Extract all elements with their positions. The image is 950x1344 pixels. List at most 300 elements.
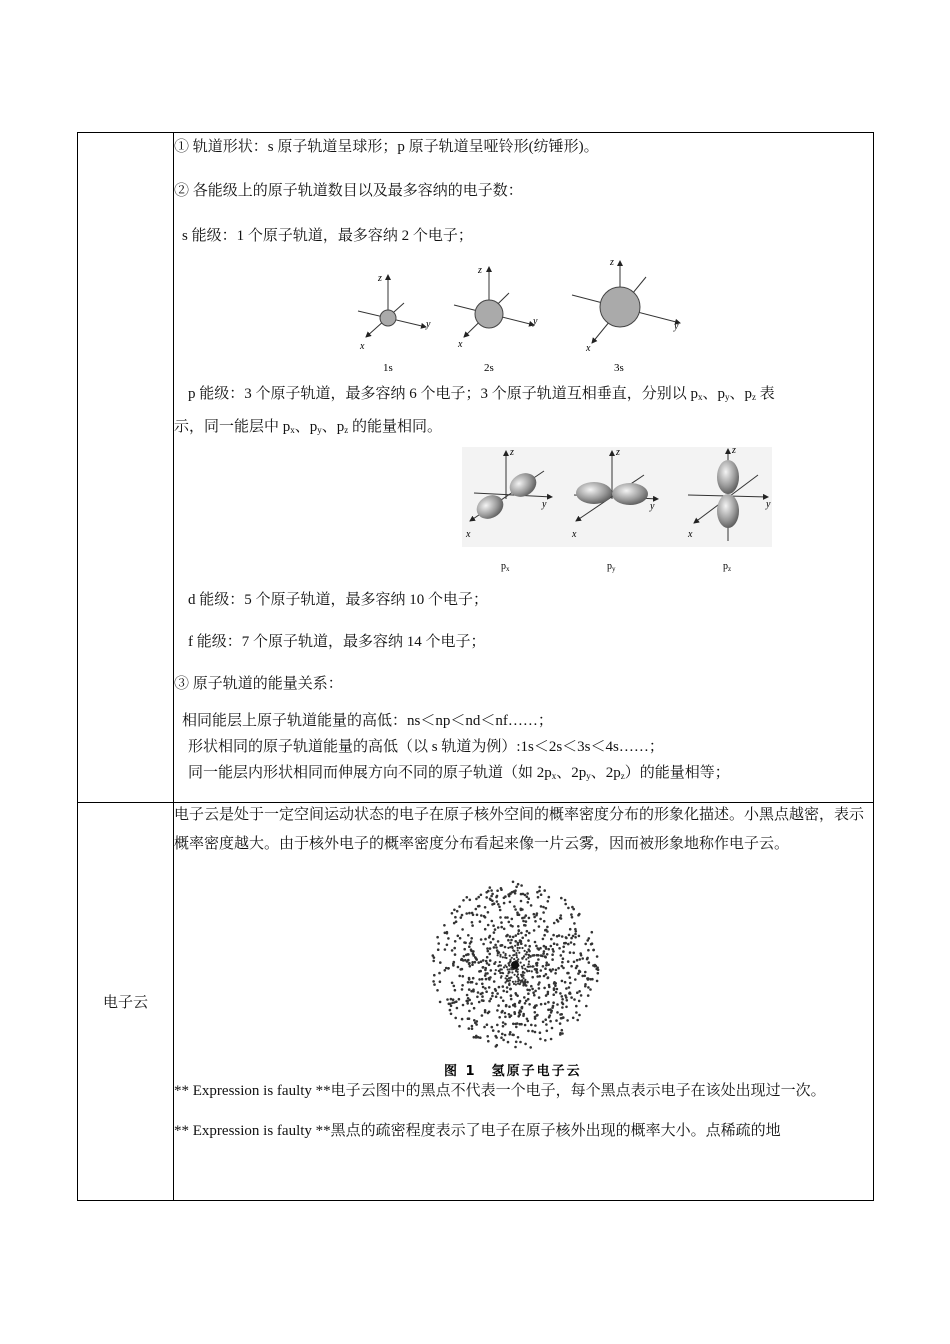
cloud-dot xyxy=(516,975,518,977)
cloud-dot xyxy=(480,894,483,897)
cloud-dot xyxy=(587,949,590,952)
sub-z: z xyxy=(344,425,349,435)
cloud-dot xyxy=(495,1045,498,1048)
item-orbital-shape: ① 轨道形状：s 原子轨道呈球形；p 原子轨道呈哑铃形(纺锤形)。 xyxy=(174,139,599,155)
cloud-dot xyxy=(564,899,567,902)
cloud-dot xyxy=(453,922,456,925)
cloud-dot xyxy=(524,894,527,897)
cloud-dot xyxy=(527,992,530,995)
cloud-dot xyxy=(536,891,539,894)
cloud-dot xyxy=(530,985,533,988)
note-dots-meaning: ** Expression is faulty **电子云图中的黑点不代表一个电子，每个黑点表示电子在该处出现过一次。 xyxy=(174,1083,826,1099)
cloud-dot xyxy=(552,1005,555,1008)
cloud-dot xyxy=(567,960,570,963)
cloud-dot xyxy=(514,974,516,976)
cloud-dot xyxy=(530,1024,533,1027)
x-axis-label: x xyxy=(360,341,365,352)
cloud-dot xyxy=(508,1013,511,1016)
cloud-dot xyxy=(557,920,560,923)
cloud-dot xyxy=(523,964,525,966)
cloud-dot xyxy=(491,992,494,995)
d-level-text: d 能级：5 个原子轨道，最多容纳 10 个电子； xyxy=(188,592,489,608)
cloud-dot xyxy=(528,950,531,953)
cloud-dot xyxy=(500,887,503,890)
p-level-line2 xyxy=(174,416,873,441)
x-axis-label: x xyxy=(458,339,463,350)
cloud-dot xyxy=(480,914,483,917)
cloud-dot xyxy=(508,1033,511,1036)
cloud-dot xyxy=(540,969,543,972)
note-dot-density: ** Expression is faulty **黑点的疏密程度表示了电子在原子核外出现的概率大小。点稀疏的地 xyxy=(174,1123,781,1139)
sub-x: x xyxy=(551,771,557,781)
cloud-dot xyxy=(504,946,507,949)
cloud-dot xyxy=(563,942,566,945)
cloud-dot xyxy=(514,945,516,947)
cloud-dot xyxy=(597,972,600,975)
cloud-dot xyxy=(456,910,459,913)
cloud-dot xyxy=(499,972,501,974)
z-axis-label: z xyxy=(616,447,620,458)
cloud-dot xyxy=(569,928,572,931)
cloud-dot xyxy=(491,900,494,903)
z-axis-label: z xyxy=(610,257,614,268)
cloud-dot xyxy=(462,975,465,978)
cloud-dot xyxy=(499,961,501,963)
cloud-dot xyxy=(572,935,575,938)
cloud-dot xyxy=(454,916,457,919)
cloud-dot xyxy=(586,958,589,961)
cloud-dot xyxy=(450,1013,453,1016)
cloud-dot xyxy=(512,881,515,884)
s-orbital-figure xyxy=(174,247,873,373)
cloud-dot xyxy=(506,980,508,982)
cloud-dot xyxy=(520,884,523,887)
cloud-dot xyxy=(575,1005,578,1008)
cloud-dot xyxy=(560,1013,563,1016)
p-tail2: 的能量相同。 xyxy=(348,419,443,435)
cloud-dot xyxy=(489,947,492,950)
cloud-dot xyxy=(492,1029,495,1032)
sub-y: y xyxy=(725,392,730,402)
cloud-dot xyxy=(517,942,520,945)
cloud-dot xyxy=(477,961,480,964)
cloud-dot xyxy=(504,1034,507,1037)
cloud-dot xyxy=(455,1000,458,1003)
orbital-2s xyxy=(454,265,538,373)
cloud-dot xyxy=(542,906,545,909)
cloud-dot xyxy=(500,1036,503,1039)
cloud-dot xyxy=(591,942,594,945)
cloud-dot xyxy=(478,970,481,973)
cloud-dot xyxy=(542,938,545,941)
cloud-dot xyxy=(487,1040,490,1043)
p-sep1: 、p xyxy=(294,419,318,435)
cloud-dot xyxy=(468,988,471,991)
cloud-dot xyxy=(518,930,521,933)
cloud-dot xyxy=(524,968,526,970)
cloud-dot xyxy=(534,1024,537,1027)
cloud-dot xyxy=(515,952,517,954)
cloud-dot xyxy=(529,1046,532,1049)
cloud-dot xyxy=(507,947,509,949)
cloud-dot xyxy=(574,978,577,981)
cloud-dot xyxy=(560,917,563,920)
cloud-dot xyxy=(479,1036,482,1039)
cloud-dot xyxy=(561,1001,564,1004)
cloud-dot xyxy=(472,954,475,957)
cloud-dot xyxy=(542,952,545,955)
electron-cloud-figure xyxy=(174,859,873,1079)
cloud-dot xyxy=(530,904,533,907)
cloud-dot xyxy=(526,951,528,953)
row2-label: 电子云 xyxy=(102,993,148,1011)
cloud-dot xyxy=(472,990,475,993)
cloud-dot xyxy=(546,926,549,929)
item-orbital-count: ② 各能级上的原子轨道数目以及最多容纳的电子数： xyxy=(174,183,523,199)
rel3-a: 同一能层内形状相同而伸展方向不同的原子轨道（如 2p xyxy=(188,765,552,781)
cloud-dot xyxy=(506,975,508,977)
cloud-dot xyxy=(543,920,546,923)
cloud-dot xyxy=(479,920,482,923)
cloud-dot xyxy=(597,969,600,972)
cloud-dot xyxy=(497,951,500,954)
cloud-dot xyxy=(561,935,564,938)
cloud-dot xyxy=(570,913,573,916)
cloud-dot xyxy=(494,973,497,976)
cloud-dot xyxy=(542,911,545,914)
cloud-dot xyxy=(485,978,488,981)
cloud-dot xyxy=(458,905,461,908)
cloud-dot xyxy=(439,980,442,983)
cloud-dot xyxy=(522,967,524,969)
label-2s: 2s xyxy=(484,362,494,373)
cloud-dot xyxy=(527,1020,530,1023)
cloud-dot xyxy=(503,897,506,900)
cloud-dot xyxy=(450,1005,453,1008)
cloud-dot xyxy=(471,921,474,924)
cloud-dot xyxy=(476,1020,479,1023)
cloud-dot xyxy=(508,1005,511,1008)
orbital-1s xyxy=(358,273,431,373)
cloud-dot xyxy=(470,937,473,940)
p-orbital-figure xyxy=(174,441,873,577)
cloud-dot xyxy=(487,924,490,927)
cloud-dot xyxy=(508,1016,511,1019)
cloud-dot xyxy=(579,952,582,955)
cloud-dot xyxy=(481,1014,484,1017)
cloud-dot xyxy=(454,989,457,992)
cloud-dot xyxy=(482,999,485,1002)
cloud-dot xyxy=(543,950,546,953)
cloud-dot xyxy=(534,1031,537,1034)
cloud-dot xyxy=(528,989,531,992)
cloud-dot xyxy=(552,948,555,951)
cloud-dot xyxy=(579,958,582,961)
cloud-dot xyxy=(555,969,558,972)
cloud-dot xyxy=(461,958,464,961)
cloud-dot xyxy=(466,896,469,899)
cloud-dot xyxy=(495,969,497,971)
cloud-dot xyxy=(524,1043,527,1046)
cloud-dot xyxy=(561,1029,564,1032)
cloud-dot xyxy=(487,911,490,914)
cloud-dot xyxy=(475,908,478,911)
cloud-dot xyxy=(490,889,493,892)
cloud-dot xyxy=(502,990,505,993)
cloud-dot xyxy=(460,916,463,919)
y-axis-label: y xyxy=(542,499,547,510)
cloud-dot xyxy=(588,937,591,940)
cloud-dot xyxy=(476,996,479,999)
cloud-dot xyxy=(565,936,568,939)
cloud-dot xyxy=(528,963,530,965)
cloud-dot xyxy=(543,889,546,892)
cloud-dot xyxy=(509,968,511,970)
cloud-dot xyxy=(548,896,551,899)
cloud-dot xyxy=(517,932,520,935)
cloud-dot xyxy=(553,987,556,990)
cloud-dot xyxy=(534,1011,537,1014)
cloud-dot xyxy=(509,901,512,904)
cloud-dot xyxy=(486,956,489,959)
cloud-dot xyxy=(537,958,540,961)
cloud-dot xyxy=(573,961,576,964)
cloud-dot xyxy=(484,974,487,977)
cloud-dot xyxy=(526,981,529,984)
cloud-dot xyxy=(478,905,481,908)
p-sep1: 、p xyxy=(702,386,726,402)
cloud-dot xyxy=(535,968,538,971)
label-pz: $p_z$ xyxy=(723,561,732,573)
cloud-dot xyxy=(516,954,518,956)
cloud-dot xyxy=(592,949,595,952)
cloud-dot xyxy=(500,996,503,999)
cloud-dot xyxy=(546,953,549,956)
cloud-dot xyxy=(491,920,494,923)
cloud-dot xyxy=(591,931,594,934)
cloud-dot xyxy=(515,981,517,983)
cloud-dot xyxy=(433,983,436,986)
cloud-dot xyxy=(528,917,531,920)
cloud-dot xyxy=(475,983,478,986)
cloud-dot xyxy=(457,935,460,938)
cloud-dot xyxy=(568,986,571,989)
cloud-dot xyxy=(534,1017,537,1020)
cloud-dot xyxy=(509,971,511,973)
cloud-dot xyxy=(533,916,536,919)
cloud-dot xyxy=(553,981,556,984)
cloud-dot xyxy=(564,981,567,984)
cloud-dot xyxy=(517,883,520,886)
z-axis-label: z xyxy=(478,265,482,276)
cloud-dot xyxy=(509,979,511,981)
cloud-dot xyxy=(502,972,504,974)
cloud-dot xyxy=(437,948,440,951)
cloud-dot xyxy=(528,970,530,972)
row1-content-cell xyxy=(174,133,874,803)
cloud-dot xyxy=(517,1015,520,1018)
cloud-dot xyxy=(484,906,487,909)
energy-rel-degenerate xyxy=(174,762,873,787)
y-axis-label: y xyxy=(426,319,431,330)
cloud-dot xyxy=(547,900,550,903)
cloud-dot xyxy=(463,955,466,958)
cloud-dot xyxy=(528,955,530,957)
cloud-dot xyxy=(548,984,551,987)
cloud-dot xyxy=(550,938,553,941)
cloud-dot xyxy=(504,916,507,919)
cloud-dot xyxy=(551,958,554,961)
cloud-dot xyxy=(502,1000,505,1003)
cloud-dot xyxy=(471,924,474,927)
orbital-3s xyxy=(572,257,680,373)
cloud-dot xyxy=(527,957,529,959)
cloud-dot xyxy=(551,1027,554,1030)
cloud-dot xyxy=(480,938,483,941)
cloud-dot xyxy=(477,896,480,899)
cloud-dot xyxy=(524,1024,527,1027)
cloud-dot xyxy=(520,900,523,903)
cloud-dot xyxy=(524,979,526,981)
cloud-dot xyxy=(544,1039,547,1042)
p-sep2: 、p xyxy=(321,419,345,435)
cloud-dot xyxy=(596,980,599,983)
cloud-dot xyxy=(589,988,592,991)
cloud-dot xyxy=(547,948,550,951)
p-level-text-a: p 能级：3 个原子轨道，最多容纳 6 个电子；3 个原子轨道互相垂直，分别以 p xyxy=(188,386,699,402)
cloud-dot xyxy=(511,971,513,973)
y-axis-label: y xyxy=(674,321,679,332)
cloud-dot xyxy=(506,986,509,989)
cloud-dot xyxy=(528,1003,531,1006)
cloud-dot xyxy=(496,1009,499,1012)
sub-z: z xyxy=(620,771,625,781)
cloud-dot xyxy=(494,944,497,947)
cloud-dot xyxy=(494,928,497,931)
cloud-dot xyxy=(559,992,562,995)
cloud-dot xyxy=(538,981,541,984)
cloud-dot xyxy=(538,996,541,999)
cloud-dot xyxy=(502,1039,505,1042)
cloud-dot xyxy=(545,929,548,932)
cloud-dot xyxy=(500,1011,503,1014)
cloud-dot xyxy=(545,907,548,910)
cloud-dot xyxy=(533,994,536,997)
cloud-dot xyxy=(485,896,488,899)
cloud-dot xyxy=(532,965,534,967)
cloud-dot xyxy=(528,945,531,948)
cloud-dot xyxy=(468,963,471,966)
cloud-dot xyxy=(532,991,535,994)
cloud-dot xyxy=(451,912,454,915)
cloud-dot xyxy=(503,902,506,905)
table-row-electron-cloud xyxy=(78,803,874,1201)
cloud-dot xyxy=(524,950,526,952)
cloud-dot xyxy=(570,937,573,940)
label-1s: 1s xyxy=(383,362,393,373)
cloud-dot xyxy=(581,975,584,978)
cloud-dot xyxy=(471,1025,474,1028)
cloud-dot xyxy=(550,1010,553,1013)
cloud-dot xyxy=(517,973,519,975)
cloud-dot xyxy=(487,950,490,953)
cloud-dot xyxy=(550,1038,553,1041)
cloud-dot xyxy=(436,989,439,992)
cloud-dot xyxy=(497,926,500,929)
x-axis-label: x xyxy=(466,529,471,540)
cloud-dot xyxy=(538,987,541,990)
cloud-dot xyxy=(527,1030,530,1033)
cloud-dot xyxy=(561,995,564,998)
cloud-dot xyxy=(513,950,515,952)
cloud-dot xyxy=(526,953,528,955)
cloud-dot xyxy=(469,981,472,984)
cloud-dot xyxy=(553,942,556,945)
cloud-dot xyxy=(519,1000,522,1003)
cloud-dot xyxy=(482,943,485,946)
cloud-dot xyxy=(512,936,515,939)
cloud-dot xyxy=(566,972,569,975)
cloud-dot xyxy=(564,903,567,906)
cloud-dot xyxy=(472,977,475,980)
cloud-dot xyxy=(570,996,573,999)
cloud-dot xyxy=(484,928,487,931)
cloud-dot xyxy=(500,944,503,947)
cloud-dot xyxy=(570,965,573,968)
cloud-dot xyxy=(467,953,470,956)
cloud-dot xyxy=(444,969,447,972)
cloud-dot xyxy=(584,985,587,988)
cloud-dot xyxy=(517,1036,520,1039)
nucleus-dot xyxy=(511,961,519,969)
cloud-dot xyxy=(552,1001,555,1004)
electron-cloud-diagram xyxy=(174,859,950,1079)
cloud-dot xyxy=(545,946,548,949)
cloud-dot xyxy=(513,958,515,960)
cloud-dot xyxy=(515,1026,518,1029)
cloud-dot xyxy=(524,1002,527,1005)
cloud-dot xyxy=(484,1009,487,1012)
cloud-dot xyxy=(464,959,467,962)
sub-y: y xyxy=(317,425,322,435)
cloud-dot xyxy=(487,1012,490,1015)
cloud-dot xyxy=(536,971,539,974)
cloud-dot xyxy=(552,993,555,996)
cloud-dot xyxy=(515,934,518,937)
cloud-dot xyxy=(482,966,485,969)
cloud-dot xyxy=(514,992,517,995)
cloud-dot xyxy=(452,998,455,1001)
cloud-dot xyxy=(461,914,464,917)
cloud-dot xyxy=(446,944,449,947)
cloud-dot xyxy=(528,932,531,935)
cloud-dot xyxy=(510,939,513,942)
cloud-dot xyxy=(547,963,550,966)
cloud-dot xyxy=(585,1005,588,1008)
cloud-dot xyxy=(501,968,503,970)
cloud-dot xyxy=(500,977,502,979)
cloud-dot xyxy=(462,899,465,902)
cloud-dot xyxy=(578,1014,581,1017)
cloud-dot xyxy=(577,914,580,917)
cloud-dot xyxy=(454,953,457,956)
cloud-dot xyxy=(488,1000,491,1003)
cloud-dot xyxy=(569,982,572,985)
cloud-dot xyxy=(481,995,484,998)
cloud-dot xyxy=(528,966,530,968)
cloud-dot xyxy=(525,914,528,917)
cloud-dot xyxy=(556,1011,559,1014)
